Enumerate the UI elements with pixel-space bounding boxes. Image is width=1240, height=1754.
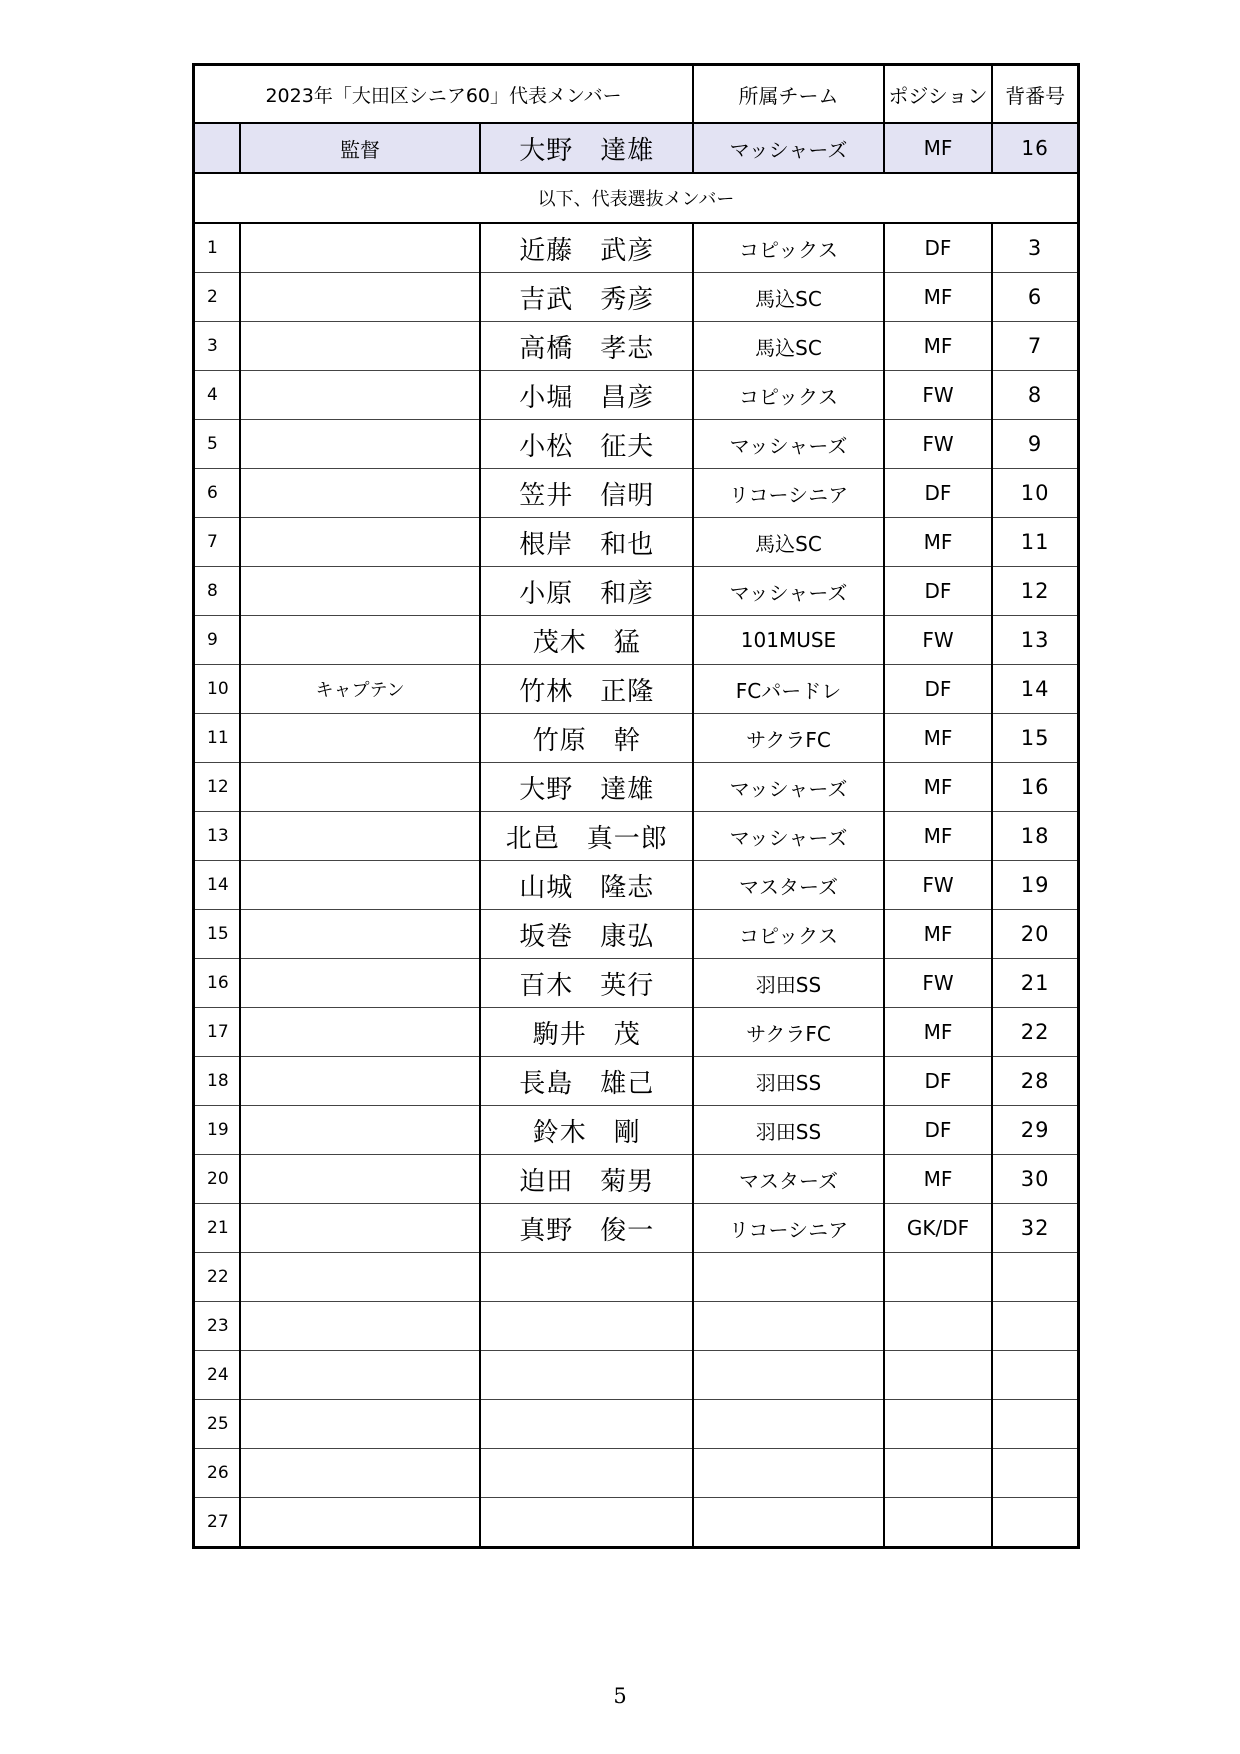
player-team [693, 1351, 884, 1400]
table-row [194, 322, 1079, 371]
player-number: 6 [992, 273, 1078, 322]
table-row [194, 861, 1079, 910]
player-position: DF [884, 665, 992, 714]
player-team: 馬込SC [693, 273, 884, 322]
row-role [240, 812, 481, 861]
player-name [480, 1498, 693, 1548]
table-row [194, 1253, 1079, 1302]
player-name: 竹林 正隆 [480, 665, 693, 714]
player-position: MF [884, 518, 992, 567]
player-position: MF [884, 812, 992, 861]
table-row [194, 959, 1079, 1008]
player-number: 22 [992, 1008, 1078, 1057]
player-number [992, 1400, 1078, 1449]
row-role [240, 616, 481, 665]
row-role [240, 420, 481, 469]
table-row [194, 1449, 1079, 1498]
player-position: MF [884, 273, 992, 322]
player-position: FW [884, 371, 992, 420]
row-index: 16 [194, 959, 240, 1008]
player-name: 真野 俊一 [480, 1204, 693, 1253]
row-index: 21 [194, 1204, 240, 1253]
section-label: 以下、代表選抜メンバー [194, 173, 1079, 223]
row-index: 5 [194, 420, 240, 469]
row-role [240, 223, 481, 273]
row-role [240, 1449, 481, 1498]
row-role: キャプテン [240, 665, 481, 714]
player-name: 吉武 秀彦 [480, 273, 693, 322]
player-number: 32 [992, 1204, 1078, 1253]
row-role [240, 469, 481, 518]
row-role [240, 1498, 481, 1548]
row-index: 24 [194, 1351, 240, 1400]
player-number: 19 [992, 861, 1078, 910]
table-row [194, 1155, 1079, 1204]
player-name: 大野 達雄 [480, 763, 693, 812]
player-name: 小堀 昌彦 [480, 371, 693, 420]
table-row [194, 812, 1079, 861]
player-number: 21 [992, 959, 1078, 1008]
player-name: 鈴木 剛 [480, 1106, 693, 1155]
row-role [240, 1253, 481, 1302]
row-role [240, 1302, 481, 1351]
player-name [480, 1400, 693, 1449]
player-team: 馬込SC [693, 518, 884, 567]
row-index: 6 [194, 469, 240, 518]
table-row [194, 1204, 1079, 1253]
player-position: GK/DF [884, 1204, 992, 1253]
player-name: 坂巻 康弘 [480, 910, 693, 959]
table-row [194, 910, 1079, 959]
header-row [194, 65, 1079, 124]
player-name: 小原 和彦 [480, 567, 693, 616]
player-team [693, 1302, 884, 1351]
player-position [884, 1498, 992, 1548]
player-position: FW [884, 420, 992, 469]
player-number [992, 1449, 1078, 1498]
player-team [693, 1253, 884, 1302]
row-role [240, 959, 481, 1008]
player-number: 10 [992, 469, 1078, 518]
player-number: 29 [992, 1106, 1078, 1155]
player-team: コピックス [693, 371, 884, 420]
row-index: 7 [194, 518, 240, 567]
row-index: 4 [194, 371, 240, 420]
player-position [884, 1400, 992, 1449]
table-row [194, 616, 1079, 665]
row-role [240, 861, 481, 910]
player-position [884, 1302, 992, 1351]
row-index: 1 [194, 223, 240, 273]
row-index: 2 [194, 273, 240, 322]
row-role [240, 1204, 481, 1253]
row-index: 17 [194, 1008, 240, 1057]
player-name: 山城 隆志 [480, 861, 693, 910]
player-number: 3 [992, 223, 1078, 273]
player-name: 小松 征夫 [480, 420, 693, 469]
manager-position: MF [884, 123, 992, 173]
player-number: 8 [992, 371, 1078, 420]
manager-number: 16 [992, 123, 1078, 173]
row-role [240, 567, 481, 616]
table-row [194, 1008, 1079, 1057]
row-role [240, 1057, 481, 1106]
table-row [194, 223, 1079, 273]
row-role [240, 273, 481, 322]
table-row [194, 1498, 1079, 1548]
player-team [693, 1498, 884, 1548]
player-number [992, 1351, 1078, 1400]
player-position: FW [884, 861, 992, 910]
row-role [240, 371, 481, 420]
row-index: 14 [194, 861, 240, 910]
player-team: コピックス [693, 223, 884, 273]
player-team: 羽田SS [693, 1057, 884, 1106]
player-team: 馬込SC [693, 322, 884, 371]
player-team: リコーシニア [693, 469, 884, 518]
table-row [194, 1106, 1079, 1155]
player-team [693, 1400, 884, 1449]
manager-row [194, 123, 1079, 173]
manager-name: 大野 達雄 [480, 123, 693, 173]
player-number: 28 [992, 1057, 1078, 1106]
section-row [194, 173, 1079, 223]
player-name [480, 1253, 693, 1302]
header-team: 所属チーム [693, 65, 884, 124]
player-position: MF [884, 322, 992, 371]
player-position: MF [884, 910, 992, 959]
player-team: マッシャーズ [693, 420, 884, 469]
player-position: DF [884, 469, 992, 518]
row-index: 9 [194, 616, 240, 665]
row-index: 3 [194, 322, 240, 371]
row-role [240, 322, 481, 371]
player-position: DF [884, 1057, 992, 1106]
player-name [480, 1302, 693, 1351]
player-number: 11 [992, 518, 1078, 567]
table-row [194, 371, 1079, 420]
table-row [194, 518, 1079, 567]
player-team: マスターズ [693, 861, 884, 910]
row-index: 27 [194, 1498, 240, 1548]
manager-role: 監督 [240, 123, 481, 173]
table-row [194, 665, 1079, 714]
player-team: コピックス [693, 910, 884, 959]
player-team: 羽田SS [693, 959, 884, 1008]
page-number: 5 [613, 1684, 627, 1708]
player-number [992, 1498, 1078, 1548]
table-row [194, 1351, 1079, 1400]
player-team: マスターズ [693, 1155, 884, 1204]
player-number: 9 [992, 420, 1078, 469]
table-row [194, 420, 1079, 469]
player-number: 7 [992, 322, 1078, 371]
row-role [240, 1351, 481, 1400]
player-team: 羽田SS [693, 1106, 884, 1155]
roster-body [194, 65, 1079, 1548]
player-name: 長島 雄己 [480, 1057, 693, 1106]
player-team: 101MUSE [693, 616, 884, 665]
player-name [480, 1449, 693, 1498]
row-index: 25 [194, 1400, 240, 1449]
row-index: 20 [194, 1155, 240, 1204]
player-team: リコーシニア [693, 1204, 884, 1253]
player-position: MF [884, 714, 992, 763]
row-index: 12 [194, 763, 240, 812]
row-role [240, 763, 481, 812]
table-row [194, 763, 1079, 812]
player-team [693, 1449, 884, 1498]
row-role [240, 1155, 481, 1204]
player-name: 百木 英行 [480, 959, 693, 1008]
player-number [992, 1253, 1078, 1302]
player-number: 13 [992, 616, 1078, 665]
row-index: 10 [194, 665, 240, 714]
row-index: 26 [194, 1449, 240, 1498]
table-row [194, 567, 1079, 616]
manager-index-cell [194, 123, 240, 173]
player-number: 12 [992, 567, 1078, 616]
player-number: 16 [992, 763, 1078, 812]
player-position: MF [884, 1155, 992, 1204]
player-number: 14 [992, 665, 1078, 714]
player-name [480, 1351, 693, 1400]
row-role [240, 1106, 481, 1155]
player-position: MF [884, 1008, 992, 1057]
row-index: 15 [194, 910, 240, 959]
player-position: FW [884, 616, 992, 665]
row-role [240, 1400, 481, 1449]
row-index: 22 [194, 1253, 240, 1302]
row-index: 8 [194, 567, 240, 616]
table-row [194, 1400, 1079, 1449]
table-row [194, 469, 1079, 518]
player-name: 迫田 菊男 [480, 1155, 693, 1204]
table-row [194, 1057, 1079, 1106]
player-number: 18 [992, 812, 1078, 861]
row-index: 23 [194, 1302, 240, 1351]
row-role [240, 518, 481, 567]
table-row [194, 1302, 1079, 1351]
row-role [240, 910, 481, 959]
player-name: 笠井 信明 [480, 469, 693, 518]
row-role [240, 714, 481, 763]
table-row [194, 714, 1079, 763]
player-team: サクラFC [693, 1008, 884, 1057]
row-index: 18 [194, 1057, 240, 1106]
player-team: マッシャーズ [693, 567, 884, 616]
row-role [240, 1008, 481, 1057]
player-name: 駒井 茂 [480, 1008, 693, 1057]
player-name: 北邑 真一郎 [480, 812, 693, 861]
player-position [884, 1351, 992, 1400]
player-name: 茂木 猛 [480, 616, 693, 665]
roster-table [192, 63, 1080, 1549]
player-name: 高橋 孝志 [480, 322, 693, 371]
player-position: DF [884, 567, 992, 616]
player-team: マッシャーズ [693, 812, 884, 861]
header-position: ポジション [884, 65, 992, 124]
manager-team: マッシャーズ [693, 123, 884, 173]
player-team: マッシャーズ [693, 763, 884, 812]
player-position: DF [884, 1106, 992, 1155]
row-index: 13 [194, 812, 240, 861]
player-number: 20 [992, 910, 1078, 959]
player-position: DF [884, 223, 992, 273]
player-position: MF [884, 763, 992, 812]
row-index: 11 [194, 714, 240, 763]
player-team: サクラFC [693, 714, 884, 763]
roster-title: 2023年「大田区シニア60」代表メンバー [194, 65, 694, 124]
player-position [884, 1253, 992, 1302]
player-number: 15 [992, 714, 1078, 763]
player-number: 30 [992, 1155, 1078, 1204]
row-index: 19 [194, 1106, 240, 1155]
header-number: 背番号 [992, 65, 1078, 124]
table-row [194, 273, 1079, 322]
player-position [884, 1449, 992, 1498]
player-name: 近藤 武彦 [480, 223, 693, 273]
player-number [992, 1302, 1078, 1351]
player-name: 根岸 和也 [480, 518, 693, 567]
player-team: FCパードレ [693, 665, 884, 714]
player-name: 竹原 幹 [480, 714, 693, 763]
player-position: FW [884, 959, 992, 1008]
